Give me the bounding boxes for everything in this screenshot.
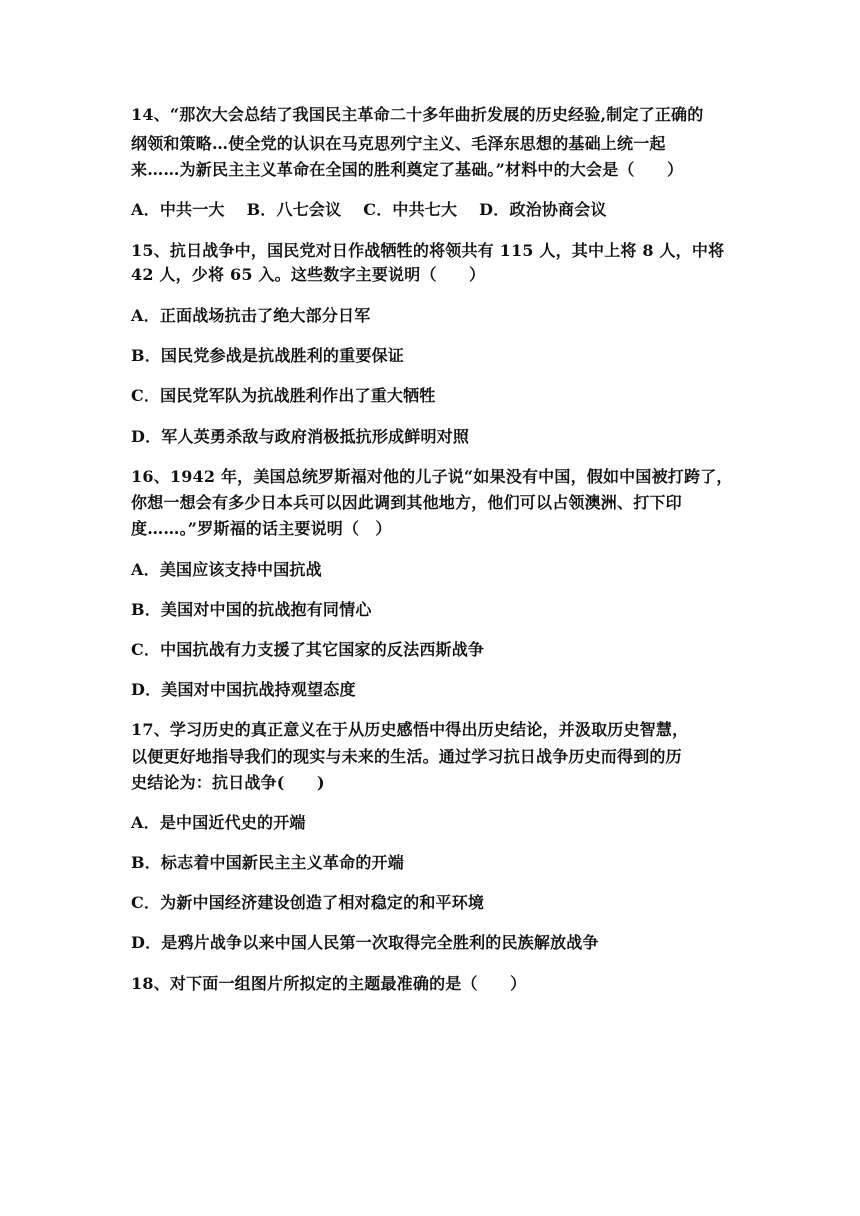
q16-option-a: A．美国应该支持中国抗战 [131,560,322,579]
q15-stem-line-2: 42 人，少将 65 入。这些数字主要说明（ ） [131,265,486,284]
q16-stem-line-3: 度……。”罗斯福的话主要说明（ ） [131,519,392,538]
q16-stem-line-2: 你想一想会有多少日本兵可以因此调到其他地方，他们可以占领澳洲、打下印 [131,493,682,512]
q14-stem-line-1: 14、“那次大会总结了我国民主革命二十多年曲折发展的历史经验,制定了正确的 [131,105,704,124]
q16-stem-line-1: 16、1942 年，美国总统罗斯福对他的儿子说“如果没有中国，假如中国被打跨了， [131,467,733,486]
q17-stem-line-1: 17、学习历史的真正意义在于从历史感悟中得出历史结论，并汲取历史智慧， [131,720,689,739]
q15-option-b: B．国民党参战是抗战胜利的重要保证 [131,346,404,365]
q17-option-d: D．是鸦片战争以来中国人民第一次取得完全胜利的民族解放战争 [131,933,599,952]
q16-option-c: C．中国抗战有力支援了其它国家的反法西斯战争 [131,640,485,659]
q17-option-a: A．是中国近代史的开端 [131,813,306,832]
q17-stem-line-2: 以便更好地指导我们的现实与未来的生活。通过学习抗日战争历史而得到的历 [131,747,682,766]
q15-option-d: D．军人英勇杀敌与政府消极抵抗形成鲜明对照 [131,427,470,446]
q17-option-c: C．为新中国经济建设创造了相对稳定的和平环境 [131,893,485,912]
q14-options: A．中共一大 B．八七会议 C．中共七大 D．政治协商会议 [131,200,607,219]
q16-option-d: D．美国对中国抗战持观望态度 [131,680,356,699]
q17-option-b: B．标志着中国新民主主义革命的开端 [131,853,404,872]
q14-stem-line-2: 纲领和策略…使全党的认识在马克思列宁主义、毛泽东思想的基础上统一起 [131,134,666,153]
q15-option-a: A．正面战场抗击了绝大部分日军 [131,306,371,325]
q14-stem-line-3: 来……为新民主主义革命在全国的胜利奠定了基础。”材料中的大会是（ ） [131,160,684,179]
q18-stem-line-1: 18、对下面一组图片所拟定的主题最准确的是（ ） [131,974,527,993]
q15-option-c: C．国民党军队为抗战胜利作出了重大牺牲 [131,386,436,405]
q16-option-b: B．美国对中国的抗战抱有同情心 [131,600,372,619]
q17-stem-line-3: 史结论为：抗日战争( ) [131,773,325,792]
q15-stem-line-1: 15、抗日战争中，国民党对日作战牺牲的将领共有 115 人，其中上将 8 人，中将 [131,241,725,260]
